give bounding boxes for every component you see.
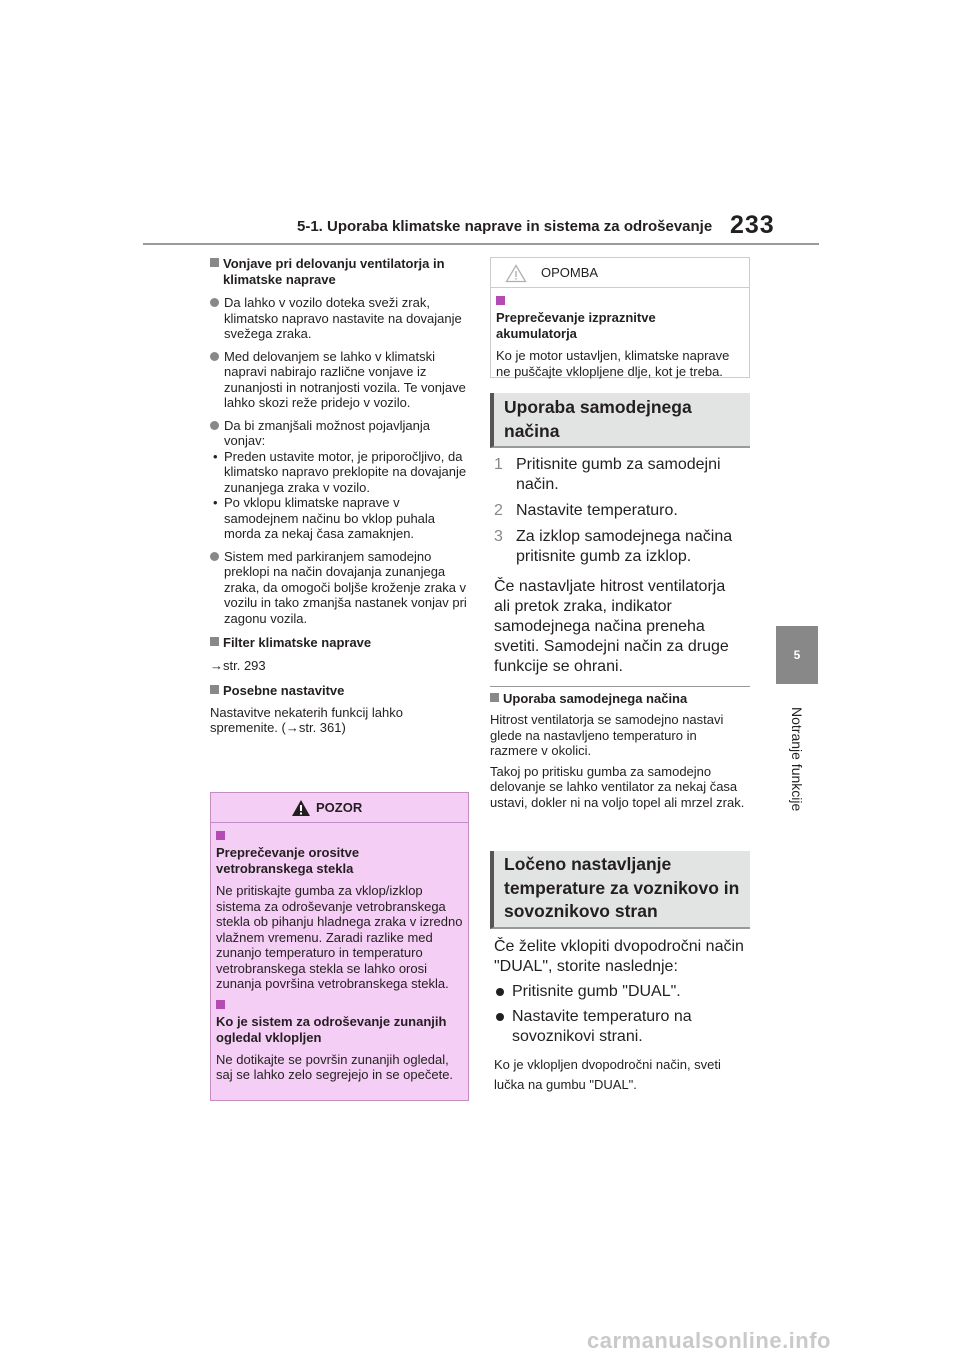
note-label: OPOMBA [541,265,599,280]
chapter-tab-label: Notranje funkcije [789,707,805,812]
caution-box [210,792,469,1101]
bullet-icon [210,552,219,561]
square-marker-icon [490,693,499,702]
info-block [490,691,746,810]
square-marker-icon [496,296,505,305]
step-item: 2 Nastavite temperaturo. [494,502,678,519]
paragraph: Ko je motor ustavljen, klimatske naprave ne puščajte vklopljene dlje, kot je treba. [496,348,730,379]
sub-bullet: • Po vklopu klimatske naprave v samodejnem načinu bo vklop puhala morda za nekaj časa zamaknjen. [213,495,436,541]
square-marker-icon [210,637,219,646]
bullet-item: Pritisnite gumb "DUAL". [494,982,750,1002]
paragraph: Če nastavljate hitrost ventilatorja ali pretok zraka, indikator samodejnega načina preneha svetiti. Samodejni način za druge funkcije se ohrani. [494,578,729,675]
section-heading: Ločeno nastavljanje temperature za voznikovo in sovoznikovo stran [490,851,750,929]
paragraph: Če želite vklopiti dvopodročni način "DUAL", storite naslednje: [494,938,744,975]
subheading: Uporaba samodejnega načina [490,691,746,707]
page-number: 233 [730,211,775,239]
dual-block [494,937,750,1095]
paragraph: Ne dotikajte se površin zunanjih ogledal, saj se lahko zelo segrejejo in se opečete. [216,1051,454,1082]
bullet-item: Da lahko v vozilo doteka sveži zrak, klimatsko napravo nastavite na dovajanje svežega zraka. [210,295,470,342]
bullet-icon [210,421,219,430]
paragraph: Takoj po pritisku gumba za samodejno delovanje se lahko ventilator za nekaj časa ustavi, dokler ni na voljo topel ali mrzel zrak. [490,763,745,810]
paragraph: Ko je vklopljen dvopodročni način, sveti lučka na gumbu "DUAL". [494,1057,721,1092]
left-column [210,256,470,736]
chapter-title: 5-1. Uporaba klimatske naprave in sistema za odroševanje [297,218,713,235]
caution-label: POZOR [316,800,363,815]
bullet-icon [496,988,504,996]
subheading: Vonjave pri delovanju ventilatorja in klimatske naprave [210,256,470,288]
square-marker-icon [216,1000,225,1009]
watermark: carmanualsonline.info [587,1328,831,1353]
caution-box-header [211,793,468,823]
bullet-icon [210,352,219,361]
page-reference: →str. 293 [210,658,266,673]
sub-bullet: • Preden ustavite motor, je priporočljivo, da klimatsko napravo preklopite na dovajanje zunanjega zraka v vozilo. [213,448,467,495]
step-item: 3 Za izklop samodejnega načina pritisnite gumb za izklop. [494,528,733,565]
subheading: Filter klimatske naprave [210,635,470,651]
bullet-item: Nastavite temperaturo na sovoznikovi strani. [494,1007,750,1047]
bullet-item: Med delovanjem se lahko v klimatski napravi nabirajo različne vonjave iz zunanjosti in notranjosti vozila. Te vonjave lahko skozi reže pridejo v vozilo. [210,349,470,411]
square-marker-icon [210,685,219,694]
paragraph: Ne pritiskajte gumba za vklop/izklop sistema za odroševanje vetrobranskega stekla ob pihanju hladnega zraka v izredno vlažnem vremenu. Zaradi razlike med zunanjo temperaturo in temperaturo vetrobranskega stekla se lahko orosi zunanja površina vetrobranskega stekla. [216,883,463,991]
square-marker-icon [210,258,219,267]
bullet-icon [496,1013,504,1021]
bullet-icon [210,298,219,307]
steps-list [494,455,750,677]
divider [490,686,750,687]
warning-outline-icon [505,264,527,283]
subheading: Preprečevanje izpraznitve akumulatorja [496,294,744,342]
paragraph: Hitrost ventilatorja se samodejno nastavi glede na nastavljeno temperaturo in razmere v okolici. [490,712,724,758]
header-divider [143,243,819,245]
subheading: Preprečevanje orositve vetrobranskega stekla [216,829,463,877]
subheading: Ko je sistem za odroševanje zunanjih ogledal vklopljen [216,998,463,1046]
chapter-tab: 5 [776,626,818,684]
bullet-item: Da bi zmanjšali možnost pojavljanja vonjav: [210,418,470,449]
note-box [490,257,750,378]
bullet-item: Sistem med parkiranjem samodejno preklopi na način dovajanja zunanjega zraka, da omogoči boljše kroženje zraka v vozilu in tako zmanjša nastanek vonjav pri zagonu vozila. [210,549,470,627]
step-item: 1 Pritisnite gumb za samodejni način. [494,456,721,493]
warning-filled-icon [291,799,311,817]
section-heading: Uporaba samodejnega načina [490,393,750,448]
note-box-header [491,258,749,288]
subheading: Posebne nastavitve [210,683,470,699]
square-marker-icon [216,831,225,840]
paragraph: Nastavitve nekaterih funkcij lahko spremenite. (→str. 361) [210,704,403,735]
